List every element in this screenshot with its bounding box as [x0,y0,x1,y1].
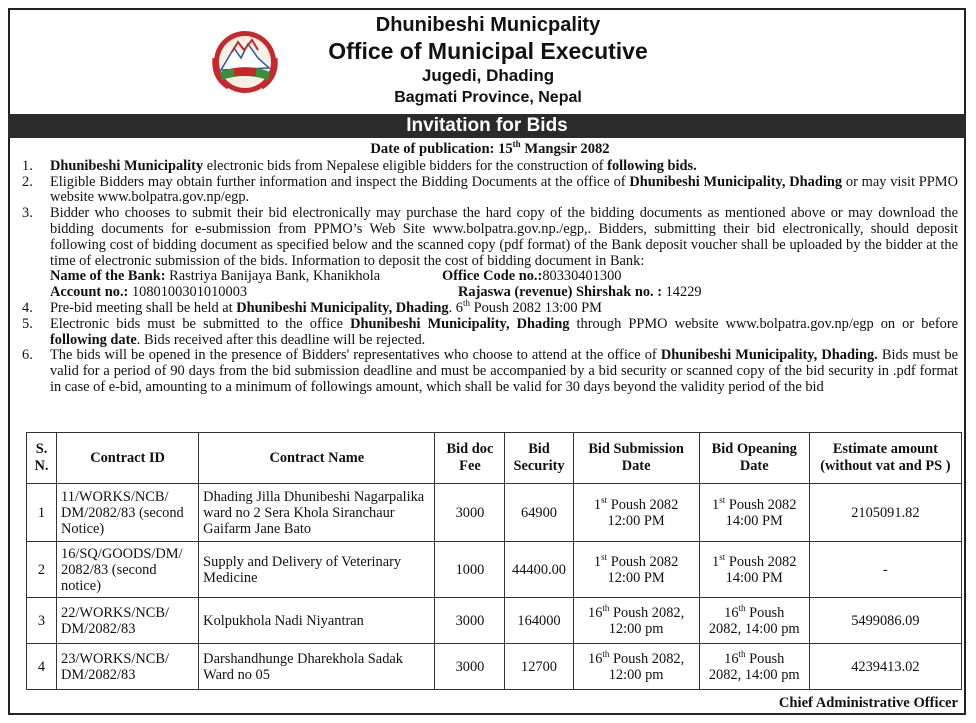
table-row [27,644,962,690]
letterhead [0,0,976,116]
cell-opening: 1st Poush 2082 14:00 PM [699,542,809,598]
cell-contract-id: 11/WORKS/NCB/ DM/2082/83 (second Notice) [57,484,199,542]
cell-fee: 3000 [435,644,505,690]
bank-info-row-2: Account no.: 1080100301010003 Rajaswa (revenue) Shirshak no. : 14229 [50,284,702,301]
table-header-row [27,433,962,484]
cell-submission: 1st Poush 2082 12:00 PM [573,484,699,542]
cell-estimate: - [809,542,961,598]
municipality-name: Dhunibeshi Municpality [375,14,601,36]
notice-body [22,139,958,396]
clause-6: 6. The bids will be opened in the presence of Bidders' representatives who choose to attend at the office of Dhunibeshi Municipality, Dhading. Bids must be valid for a period of 90 days from the bid submission deadline and must be accompanied by a bid security or scanned copy of the bid security in .pdf format in case of e-bid, amounting to a minimum of followings amount, which shall be valid for 30 days beyond the validity period of the bid [22,347,958,395]
clause-2: 2. Eligible Bidders may obtain further information and inspect the Bidding Documents at the office of Dhunibeshi Municipality, Dhading or may visit PPMO website www.bolpatra.gov.np/egp. [22,173,958,206]
cell-sn: 2 [27,542,57,598]
clause-5: 5. Electronic bids must be submitted to the office Dhunibeshi Municipality, Dhading through PPMO website www.bolpatra.gov.np/egp on or before following date. Bids received after this deadline will be rejected. [22,315,958,348]
cell-security: 12700 [505,644,573,690]
cell-contract-name: Dhading Jilla Dhunibeshi Nagarpalika ward no 2 Sera Khola Siranchaur Gaifarm Jane Bato [199,484,435,542]
cell-opening: 16th Poush 2082, 14:00 pm [699,644,809,690]
clause-1: 1. Dhunibeshi Municipality electronic bids from Nepalese eligible bidders for the construction of following bids. [22,157,697,174]
cell-contract-id: 16/SQ/GOODS/DM/ 2082/83 (second notice) [57,542,199,598]
col-estimate: Estimate amount (without vat and PS ) [809,433,961,484]
office-location: Jugedi, Dhading [421,66,555,85]
cell-security: 64900 [505,484,573,542]
bids-table [26,432,962,690]
col-opening-date: Bid Opeaning Date [699,433,809,484]
cell-contract-name: Kolpukhola Nadi Niyantran [199,598,435,644]
cell-contract-id: 22/WORKS/NCB/ DM/2082/83 [57,598,199,644]
cell-sn: 3 [27,598,57,644]
cell-submission: 16th Poush 2082, 12:00 pm [573,598,699,644]
col-sn: S. N. [27,433,57,484]
cell-fee: 3000 [435,598,505,644]
clause-4: 4. Pre-bid meeting shall be held at Dhunibeshi Municipality, Dhading. 6th Poush 2082 13:00 PM [22,298,602,316]
table-row [27,484,962,542]
cell-submission: 16th Poush 2082, 12:00 pm [573,644,699,690]
cell-sn: 1 [27,484,57,542]
cell-contract-name: Supply and Delivery of Veterinary Medicine [199,542,435,598]
cell-sn: 4 [27,644,57,690]
clause-3: 3. Bidder who chooses to submit their bid electronically may purchase the hard copy of the bidding documents as mentioned above or may download the bidding documents for e-submission from PPMO’s Web Site www.bolpatra.gov.np./egp,. Bidders, submitting their bid electronically, should deposit following cost of bidding document as specified below and the scanned copy (pdf format) of the Bank deposit voucher shall be uploaded by the bidder at the time of electronic submission of the bids. Information to deposit the cost of bidding document in Bank: Name of the Bank: Rastriya Banijaya Bank, Khanikhola Office Code no.:80330401300 Account no.: 1080100301010003 Rajaswa (revenue) Shirshak no. : 14229 [22,205,958,301]
cell-fee: 1000 [435,542,505,598]
office-title: Office of Municipal Executive [328,38,648,64]
cell-security: 44400.00 [505,542,573,598]
cell-estimate: 2105091.82 [809,484,961,542]
cell-fee: 3000 [435,484,505,542]
col-bid-doc-fee: Bid doc Fee [435,433,505,484]
cell-submission: 1st Poush 2082 12:00 PM [573,542,699,598]
cell-estimate: 4239413.02 [809,644,961,690]
col-contract-name: Contract Name [199,433,435,484]
table-row [27,542,962,598]
cell-opening: 16th Poush 2082, 14:00 pm [699,598,809,644]
notice-banner: Invitation for Bids [8,114,966,138]
col-submission-date: Bid Submission Date [573,433,699,484]
cell-opening: 1st Poush 2082 14:00 PM [699,484,809,542]
publication-date: Date of publication: 15th Mangsir 2082 [370,139,610,157]
cell-contract-name: Darshandhunge Dharekhola Sadak Ward no 05 [199,644,435,690]
signatory: Chief Administrative Officer [778,695,958,711]
cell-security: 164000 [505,598,573,644]
col-contract-id: Contract ID [57,433,199,484]
office-province: Bagmati Province, Nepal [394,89,582,106]
col-bid-security: Bid Security [505,433,573,484]
cell-estimate: 5499086.09 [809,598,961,644]
bank-info-row-1: Name of the Bank: Rastriya Banijaya Bank, Khanikhola Office Code no.:80330401300 [50,268,622,285]
table-row [27,598,962,644]
cell-contract-id: 23/WORKS/NCB/ DM/2082/83 [57,644,199,690]
